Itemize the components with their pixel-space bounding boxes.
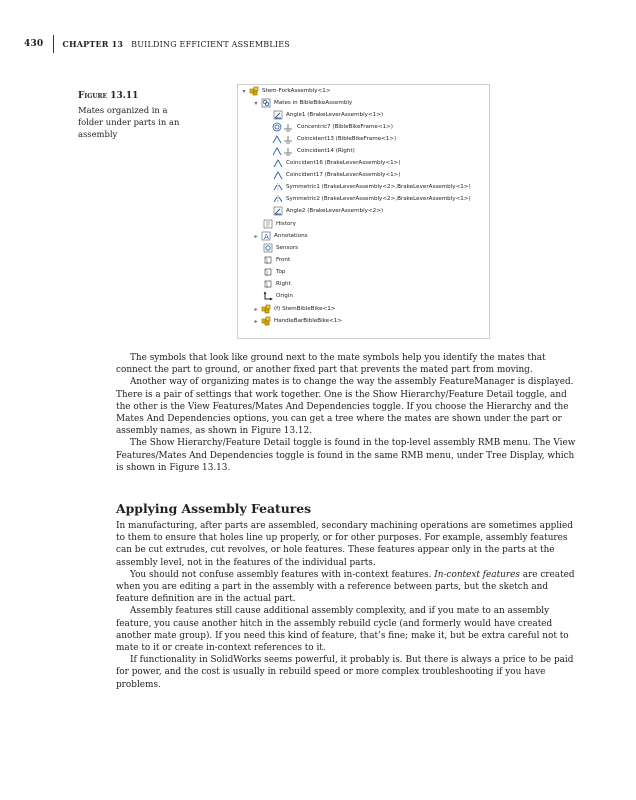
collapse-arrow-icon[interactable]: ▾ xyxy=(254,99,258,107)
tree-item-sensors[interactable] xyxy=(262,242,298,254)
tree-item-label: (f) StemBibleBike<1> xyxy=(274,306,336,312)
paragraph: The symbols that look like ground next to the mate symbols help you identify the mates that connect the part to ground, or another fixed part that prevents the mated part from moving. xyxy=(116,353,546,376)
tree-item-right-plane[interactable] xyxy=(262,278,291,290)
body-text-top xyxy=(116,352,581,474)
angle-mate-icon xyxy=(272,110,283,120)
tree-item-label: Stem-ForkAssembly<1> xyxy=(262,88,331,94)
coincident-ground-mate-icon xyxy=(272,146,294,156)
tree-item-mate-symmetric2[interactable] xyxy=(272,193,471,205)
concentric-mate-icon xyxy=(272,122,294,132)
tree-item-mate-coincident13[interactable] xyxy=(272,133,396,145)
annotations-icon xyxy=(260,231,271,241)
assembly-icon xyxy=(260,316,271,326)
tree-item-mate-angle2[interactable] xyxy=(272,205,383,217)
paragraph: In manufacturing, after parts are assembled, secondary machining operations are sometimes applied to them to ensure that holes line up properly, or for other purposes. For example, assembly features can be cut extrudes, cut revolves, or hole features. These features appear only in the parts at the assembly level, not in the features of the individual parts. xyxy=(116,521,573,568)
tree-item-label: HandleBarBibleBike<1> xyxy=(274,318,343,324)
collapse-arrow-icon[interactable]: ▾ xyxy=(242,87,246,95)
paragraph-text: are created when you are editing a part in the assembly with a reference between parts, but the sketch and feature definition are in the actual part. xyxy=(116,569,575,605)
figure-caption xyxy=(78,90,188,140)
assembly-icon xyxy=(260,304,271,314)
page-number: 430 xyxy=(24,39,44,49)
plane-icon xyxy=(262,279,273,289)
tree-item-label: Annotations xyxy=(274,233,308,239)
tree-item-label: Mates in BibleBikeAssembly xyxy=(274,100,353,106)
tree-item-stem-part[interactable] xyxy=(252,303,336,315)
origin-icon xyxy=(262,291,273,301)
tree-item-label: Angle2 (BrakeLeverAssembly<2>) xyxy=(286,208,384,214)
tree-item-root-assembly[interactable] xyxy=(240,85,331,97)
tree-item-label: Concentric7 (BibleBikeFrame<1>) xyxy=(297,124,393,130)
assembly-icon xyxy=(248,86,259,96)
tree-item-mate-coincident16[interactable] xyxy=(272,157,401,169)
tree-item-label: Right xyxy=(276,281,291,287)
section-heading: Applying Assembly Features xyxy=(116,501,312,516)
tree-item-label: Origin xyxy=(276,293,293,299)
tree-item-label: Sensors xyxy=(276,245,299,251)
tree-item-label: Angle1 (BrakeLeverAssembly<1>) xyxy=(286,112,384,118)
expand-arrow-icon[interactable]: ▸ xyxy=(254,305,258,313)
tree-item-label: History xyxy=(276,221,296,227)
tree-item-label: Coincident14 (Right) xyxy=(297,148,355,154)
tree-item-mate-coincident17[interactable] xyxy=(272,169,401,181)
figure-caption-text: Mates organized in a folder under parts in an assembly xyxy=(78,105,180,139)
tree-item-front-plane[interactable] xyxy=(262,254,290,266)
tree-item-mate-concentric7[interactable] xyxy=(272,121,393,133)
angle-mate-icon xyxy=(272,206,283,216)
body-text-bottom xyxy=(116,520,581,691)
tree-item-label: Top xyxy=(276,269,286,275)
tree-item-mate-symmetric1[interactable] xyxy=(272,181,471,193)
tree-item-annotations[interactable] xyxy=(252,230,308,242)
paragraph: If functionality in SolidWorks seems powerful, it probably is. But there is always a price to be paid for power, and the cost is usually in rebuild speed or more complex troubleshooting if you have problems. xyxy=(116,655,574,690)
sensors-icon xyxy=(262,243,273,253)
symmetric-mate-icon xyxy=(272,182,283,192)
tree-item-label: Symmetric1 (BrakeLeverAssembly<2>,BrakeLeverAssembly<1>) xyxy=(286,184,471,190)
tree-item-label: Symmetric2 (BrakeLeverAssembly<2>,BrakeLeverAssembly<1>) xyxy=(286,196,471,202)
tree-item-mate-angle1[interactable] xyxy=(272,109,383,121)
symmetric-mate-icon xyxy=(272,194,283,204)
coincident-ground-mate-icon xyxy=(272,134,294,144)
paragraph: The Show Hierarchy/Feature Detail toggle is found in the top-level assembly RMB menu. The View Features/Mates And Dependencies toggle is found in the same RMB menu, under Tree Display, which is shown in Figure 13.13. xyxy=(116,438,576,473)
chapter-title: BUILDING EFFICIENT ASSEMBLIES xyxy=(131,39,290,49)
tree-item-label: Coincident13 (BibleBikeFrame<1>) xyxy=(297,136,397,142)
running-header xyxy=(24,36,290,52)
tree-item-history[interactable] xyxy=(262,218,296,230)
plane-icon xyxy=(262,267,273,277)
figure-label: Figure 13.11 xyxy=(78,91,139,101)
svg-text:A: A xyxy=(263,233,269,241)
tree-item-label: Coincident16 (BrakeLeverAssembly<1>) xyxy=(286,160,401,166)
emphasis-term: In-context features xyxy=(434,569,520,580)
paragraph xyxy=(116,569,581,606)
tree-item-handlebar-part[interactable] xyxy=(252,315,342,327)
feature-manager-tree xyxy=(237,84,490,339)
header-divider xyxy=(53,35,54,53)
mates-folder-icon xyxy=(260,98,271,108)
expand-arrow-icon[interactable]: ▸ xyxy=(254,317,258,325)
history-icon xyxy=(262,219,273,229)
tree-item-top-plane[interactable] xyxy=(262,266,285,278)
paragraph: Assembly features still cause additional assembly complexity, and if you mate to an assembly feature, you cause another hitch in the assembly rebuild cycle (and formerly would have created another mate group). If you need this kind of feature, that’s fine; make it, but be extra careful not to mate to it or create in-context references to it. xyxy=(116,606,569,654)
paragraph-text: You should not confuse assembly features with in-context features. xyxy=(130,569,435,580)
tree-item-origin[interactable] xyxy=(262,290,293,302)
coincident-mate-icon xyxy=(272,158,283,168)
tree-item-label: Coincident17 (BrakeLeverAssembly<1>) xyxy=(286,172,401,178)
paragraph: Another way of organizing mates is to change the way the assembly FeatureManager is displayed. There is a pair of settings that work together. One is the Show Hierarchy/Feature Detail toggle, and the other is the View Features/Mates And Dependencies toggle. If you choose the Hierarchy and the Mates And Dependencies options, you can get a tree where the mates are shown under the part or assembly names, as shown in Figure 13.12. xyxy=(116,377,574,437)
expand-arrow-icon[interactable]: ▸ xyxy=(254,232,258,240)
tree-item-label: Front xyxy=(276,257,291,263)
plane-icon xyxy=(262,255,273,265)
chapter-label: CHAPTER 13 xyxy=(62,39,124,49)
tree-item-mates-folder[interactable] xyxy=(252,97,352,109)
tree-item-mate-coincident14[interactable] xyxy=(272,145,355,157)
coincident-mate-icon xyxy=(272,170,283,180)
